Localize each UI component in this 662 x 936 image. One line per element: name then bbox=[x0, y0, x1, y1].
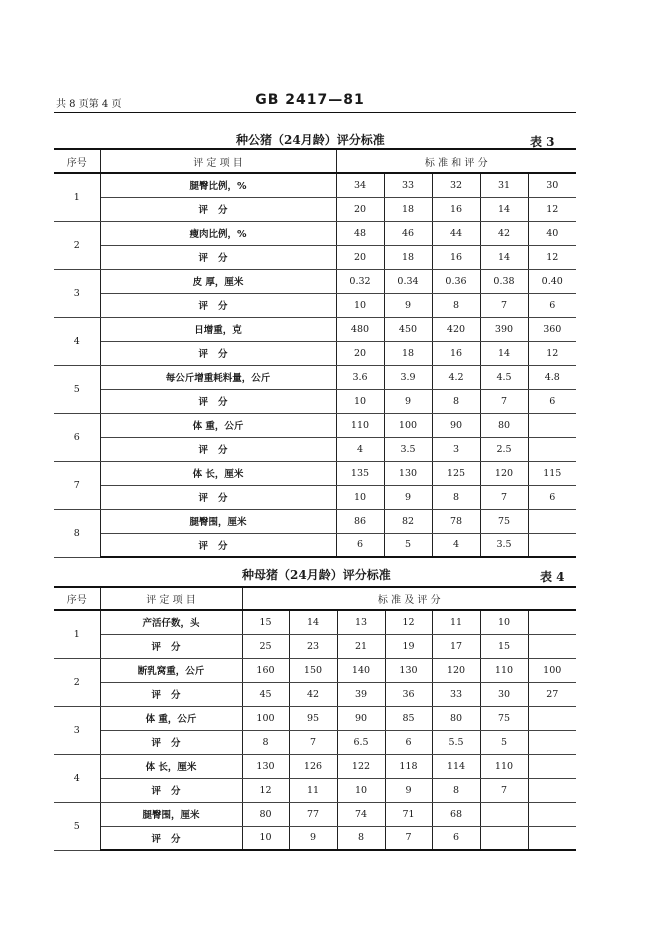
standard-value-cell: 140 bbox=[337, 658, 385, 682]
score-label: 评分 bbox=[100, 341, 336, 365]
score-value-cell: 16 bbox=[432, 197, 480, 221]
score-label: 评分 bbox=[100, 437, 336, 461]
score-value-cell: 4 bbox=[336, 437, 384, 461]
score-value-cell: 11 bbox=[289, 778, 337, 802]
standard-value-cell: 32 bbox=[432, 173, 480, 197]
table4-row-standard bbox=[54, 754, 576, 778]
score-value-cell: 9 bbox=[384, 485, 432, 509]
score-label: 评分 bbox=[100, 197, 336, 221]
score-value-cell bbox=[528, 730, 576, 754]
standard-value-cell: 0.36 bbox=[432, 269, 480, 293]
row-index: 5 bbox=[54, 802, 100, 850]
table4-number: 表 4 bbox=[540, 570, 565, 584]
score-value-cell: 20 bbox=[336, 197, 384, 221]
score-value-cell: 6 bbox=[528, 485, 576, 509]
standard-value-cell: 0.34 bbox=[384, 269, 432, 293]
table4-row-standard bbox=[54, 610, 576, 634]
table4-row-standard bbox=[54, 658, 576, 682]
row-index: 2 bbox=[54, 658, 100, 706]
score-value-cell: 45 bbox=[242, 682, 289, 706]
standard-value-cell: 110 bbox=[480, 658, 528, 682]
criterion-label: 体 重，公斤 bbox=[100, 413, 336, 437]
standard-code: GB 2417—81 bbox=[255, 92, 365, 108]
criterion-label: 腿臀比例，% bbox=[100, 173, 336, 197]
table3-row-standard bbox=[54, 413, 576, 437]
standard-value-cell: 68 bbox=[432, 802, 480, 826]
score-value-cell: 14 bbox=[480, 341, 528, 365]
standard-value-cell: 4.2 bbox=[432, 365, 480, 389]
table4-index-header: 序号 bbox=[54, 587, 100, 610]
row-index: 7 bbox=[54, 461, 100, 509]
criterion-label: 体 重，公斤 bbox=[100, 706, 242, 730]
table4-title: 种母猪（24月龄）评分标准 bbox=[242, 568, 391, 582]
standard-value-cell: 100 bbox=[242, 706, 289, 730]
standard-value-cell: 150 bbox=[289, 658, 337, 682]
criterion-label: 皮 厚，厘米 bbox=[100, 269, 336, 293]
row-index: 2 bbox=[54, 221, 100, 269]
standard-value-cell: 122 bbox=[337, 754, 385, 778]
standard-value-cell: 160 bbox=[242, 658, 289, 682]
table4-header-row bbox=[54, 587, 576, 610]
standard-value-cell: 80 bbox=[480, 413, 528, 437]
standard-value-cell bbox=[528, 509, 576, 533]
standard-value-cell: 75 bbox=[480, 509, 528, 533]
table4-item-header: 评 定 项 目 bbox=[100, 587, 242, 610]
criterion-label: 产活仔数，头 bbox=[100, 610, 242, 634]
table3-row-standard bbox=[54, 221, 576, 245]
standard-value-cell: 40 bbox=[528, 221, 576, 245]
standard-value-cell: 120 bbox=[480, 461, 528, 485]
table4-row-score bbox=[54, 826, 576, 850]
score-value-cell: 42 bbox=[289, 682, 337, 706]
score-value-cell: 4 bbox=[432, 533, 480, 557]
standard-value-cell: 130 bbox=[385, 658, 432, 682]
score-label: 评分 bbox=[100, 293, 336, 317]
score-value-cell: 18 bbox=[384, 197, 432, 221]
score-value-cell: 30 bbox=[480, 682, 528, 706]
header-rule bbox=[54, 112, 576, 113]
score-value-cell bbox=[528, 634, 576, 658]
standard-value-cell: 130 bbox=[384, 461, 432, 485]
score-value-cell: 3.5 bbox=[480, 533, 528, 557]
standard-value-cell: 110 bbox=[480, 754, 528, 778]
criterion-label: 日增重，克 bbox=[100, 317, 336, 341]
score-value-cell bbox=[480, 826, 528, 850]
standard-value-cell: 100 bbox=[528, 658, 576, 682]
standard-value-cell: 46 bbox=[384, 221, 432, 245]
score-value-cell: 7 bbox=[385, 826, 432, 850]
standard-value-cell bbox=[528, 706, 576, 730]
score-value-cell: 10 bbox=[336, 485, 384, 509]
score-value-cell: 17 bbox=[432, 634, 480, 658]
criterion-label: 腿臀围，厘米 bbox=[100, 802, 242, 826]
row-index: 8 bbox=[54, 509, 100, 557]
standard-value-cell: 130 bbox=[242, 754, 289, 778]
standard-value-cell: 3.9 bbox=[384, 365, 432, 389]
standard-value-cell: 71 bbox=[385, 802, 432, 826]
standard-value-cell: 115 bbox=[528, 461, 576, 485]
score-value-cell bbox=[528, 437, 576, 461]
standard-value-cell bbox=[528, 610, 576, 634]
table3-row-standard bbox=[54, 509, 576, 533]
criterion-label: 断乳窝重，公斤 bbox=[100, 658, 242, 682]
table4-row-score bbox=[54, 778, 576, 802]
table3-values-header: 标 准 和 评 分 bbox=[336, 149, 576, 173]
score-value-cell: 6.5 bbox=[337, 730, 385, 754]
score-value-cell: 20 bbox=[336, 245, 384, 269]
table4-row-score bbox=[54, 634, 576, 658]
table4-row-standard bbox=[54, 706, 576, 730]
standard-value-cell: 0.38 bbox=[480, 269, 528, 293]
table3-index-header: 序号 bbox=[54, 149, 100, 173]
score-label: 评分 bbox=[100, 634, 242, 658]
score-value-cell: 36 bbox=[385, 682, 432, 706]
standard-value-cell: 82 bbox=[384, 509, 432, 533]
table3-row-standard bbox=[54, 461, 576, 485]
criterion-label: 体 长，厘米 bbox=[100, 754, 242, 778]
row-index: 3 bbox=[54, 269, 100, 317]
table3-item-header: 评 定 项 目 bbox=[100, 149, 336, 173]
table4-values-header: 标 准 及 评 分 bbox=[242, 587, 576, 610]
score-value-cell: 3.5 bbox=[384, 437, 432, 461]
standard-value-cell: 100 bbox=[384, 413, 432, 437]
standard-value-cell: 3.6 bbox=[336, 365, 384, 389]
standard-value-cell: 74 bbox=[337, 802, 385, 826]
standard-value-cell: 390 bbox=[480, 317, 528, 341]
score-value-cell: 3 bbox=[432, 437, 480, 461]
standard-value-cell bbox=[528, 413, 576, 437]
score-value-cell: 12 bbox=[528, 197, 576, 221]
score-value-cell: 5 bbox=[384, 533, 432, 557]
score-value-cell: 7 bbox=[289, 730, 337, 754]
table3-row-standard bbox=[54, 269, 576, 293]
standard-value-cell: 90 bbox=[337, 706, 385, 730]
standard-value-cell: 15 bbox=[242, 610, 289, 634]
score-value-cell: 18 bbox=[384, 245, 432, 269]
standard-value-cell: 31 bbox=[480, 173, 528, 197]
standard-value-cell: 135 bbox=[336, 461, 384, 485]
standard-value-cell: 75 bbox=[480, 706, 528, 730]
score-value-cell: 8 bbox=[432, 485, 480, 509]
standard-value-cell: 33 bbox=[384, 173, 432, 197]
standard-value-cell: 126 bbox=[289, 754, 337, 778]
score-value-cell: 5.5 bbox=[432, 730, 480, 754]
score-value-cell: 9 bbox=[384, 389, 432, 413]
score-value-cell: 12 bbox=[528, 341, 576, 365]
standard-value-cell: 4.5 bbox=[480, 365, 528, 389]
standard-value-cell: 0.32 bbox=[336, 269, 384, 293]
score-value-cell: 8 bbox=[432, 389, 480, 413]
standard-value-cell: 110 bbox=[336, 413, 384, 437]
standard-value-cell: 420 bbox=[432, 317, 480, 341]
table3-number: 表 3 bbox=[530, 135, 555, 149]
score-label: 评分 bbox=[100, 485, 336, 509]
table4-row-score bbox=[54, 730, 576, 754]
score-value-cell bbox=[528, 533, 576, 557]
table3-row-standard bbox=[54, 317, 576, 341]
standard-value-cell bbox=[528, 754, 576, 778]
standard-value-cell: 125 bbox=[432, 461, 480, 485]
standard-value-cell: 14 bbox=[289, 610, 337, 634]
table3 bbox=[54, 148, 576, 558]
score-value-cell: 20 bbox=[336, 341, 384, 365]
score-value-cell: 7 bbox=[480, 485, 528, 509]
row-index: 3 bbox=[54, 706, 100, 754]
score-label: 评分 bbox=[100, 245, 336, 269]
row-index: 1 bbox=[54, 173, 100, 221]
table3-row-score bbox=[54, 197, 576, 221]
score-value-cell: 10 bbox=[242, 826, 289, 850]
criterion-label: 每公斤增重耗料量，公斤 bbox=[100, 365, 336, 389]
score-value-cell: 9 bbox=[289, 826, 337, 850]
standard-value-cell: 44 bbox=[432, 221, 480, 245]
table4 bbox=[54, 586, 576, 851]
score-value-cell: 14 bbox=[480, 197, 528, 221]
standard-value-cell: 95 bbox=[289, 706, 337, 730]
standard-value-cell: 30 bbox=[528, 173, 576, 197]
standard-value-cell: 12 bbox=[385, 610, 432, 634]
standard-value-cell: 480 bbox=[336, 317, 384, 341]
score-label: 评分 bbox=[100, 778, 242, 802]
score-value-cell: 9 bbox=[385, 778, 432, 802]
criterion-label: 瘦肉比例，% bbox=[100, 221, 336, 245]
score-value-cell: 10 bbox=[336, 389, 384, 413]
standard-value-cell: 13 bbox=[337, 610, 385, 634]
table3-row-score bbox=[54, 485, 576, 509]
score-value-cell: 14 bbox=[480, 245, 528, 269]
score-value-cell: 27 bbox=[528, 682, 576, 706]
standard-value-cell: 48 bbox=[336, 221, 384, 245]
score-value-cell: 2.5 bbox=[480, 437, 528, 461]
score-value-cell: 7 bbox=[480, 778, 528, 802]
standard-value-cell: 114 bbox=[432, 754, 480, 778]
score-label: 评分 bbox=[100, 389, 336, 413]
standard-value-cell: 78 bbox=[432, 509, 480, 533]
standard-value-cell: 86 bbox=[336, 509, 384, 533]
table4-row-score bbox=[54, 682, 576, 706]
table3-row-score bbox=[54, 293, 576, 317]
table3-row-score bbox=[54, 245, 576, 269]
score-value-cell: 16 bbox=[432, 341, 480, 365]
table3-row-standard bbox=[54, 365, 576, 389]
score-value-cell bbox=[528, 826, 576, 850]
standard-value-cell: 360 bbox=[528, 317, 576, 341]
row-index: 1 bbox=[54, 610, 100, 658]
standard-value-cell bbox=[480, 802, 528, 826]
score-value-cell: 25 bbox=[242, 634, 289, 658]
score-value-cell: 8 bbox=[432, 293, 480, 317]
score-value-cell: 6 bbox=[528, 293, 576, 317]
score-value-cell: 6 bbox=[336, 533, 384, 557]
score-value-cell: 9 bbox=[384, 293, 432, 317]
score-label: 评分 bbox=[100, 682, 242, 706]
row-index: 6 bbox=[54, 413, 100, 461]
score-label: 评分 bbox=[100, 730, 242, 754]
standard-value-cell: 10 bbox=[480, 610, 528, 634]
criterion-label: 体 长，厘米 bbox=[100, 461, 336, 485]
score-value-cell: 15 bbox=[480, 634, 528, 658]
score-value-cell: 7 bbox=[480, 293, 528, 317]
score-value-cell: 8 bbox=[337, 826, 385, 850]
table3-row-score bbox=[54, 341, 576, 365]
score-value-cell: 8 bbox=[432, 778, 480, 802]
standard-value-cell bbox=[528, 802, 576, 826]
score-value-cell: 23 bbox=[289, 634, 337, 658]
page-info: 共 8 页第 4 页 bbox=[56, 99, 122, 110]
score-value-cell: 6 bbox=[528, 389, 576, 413]
score-value-cell: 10 bbox=[337, 778, 385, 802]
score-value-cell: 8 bbox=[242, 730, 289, 754]
standard-value-cell: 42 bbox=[480, 221, 528, 245]
table3-row-score bbox=[54, 437, 576, 461]
score-value-cell: 12 bbox=[242, 778, 289, 802]
row-index: 5 bbox=[54, 365, 100, 413]
table3-title: 种公猪（24月龄）评分标准 bbox=[236, 133, 385, 147]
standard-value-cell: 85 bbox=[385, 706, 432, 730]
score-value-cell: 12 bbox=[528, 245, 576, 269]
score-value-cell: 21 bbox=[337, 634, 385, 658]
standard-value-cell: 450 bbox=[384, 317, 432, 341]
standard-value-cell: 90 bbox=[432, 413, 480, 437]
standard-value-cell: 120 bbox=[432, 658, 480, 682]
table3-header-row bbox=[54, 149, 576, 173]
score-value-cell bbox=[528, 778, 576, 802]
score-value-cell: 7 bbox=[480, 389, 528, 413]
score-value-cell: 5 bbox=[480, 730, 528, 754]
standard-value-cell: 77 bbox=[289, 802, 337, 826]
score-label: 评分 bbox=[100, 533, 336, 557]
score-value-cell: 6 bbox=[385, 730, 432, 754]
standard-value-cell: 80 bbox=[242, 802, 289, 826]
score-value-cell: 33 bbox=[432, 682, 480, 706]
table3-row-score bbox=[54, 389, 576, 413]
standard-value-cell: 11 bbox=[432, 610, 480, 634]
standard-value-cell: 80 bbox=[432, 706, 480, 730]
standard-value-cell: 118 bbox=[385, 754, 432, 778]
score-value-cell: 18 bbox=[384, 341, 432, 365]
score-value-cell: 6 bbox=[432, 826, 480, 850]
table3-row-standard bbox=[54, 173, 576, 197]
score-label: 评分 bbox=[100, 826, 242, 850]
standard-value-cell: 0.40 bbox=[528, 269, 576, 293]
score-value-cell: 19 bbox=[385, 634, 432, 658]
table4-row-standard bbox=[54, 802, 576, 826]
standard-value-cell: 4.8 bbox=[528, 365, 576, 389]
table3-row-score bbox=[54, 533, 576, 557]
criterion-label: 腿臀围，厘米 bbox=[100, 509, 336, 533]
row-index: 4 bbox=[54, 754, 100, 802]
row-index: 4 bbox=[54, 317, 100, 365]
score-value-cell: 10 bbox=[336, 293, 384, 317]
score-value-cell: 39 bbox=[337, 682, 385, 706]
standard-value-cell: 34 bbox=[336, 173, 384, 197]
score-value-cell: 16 bbox=[432, 245, 480, 269]
